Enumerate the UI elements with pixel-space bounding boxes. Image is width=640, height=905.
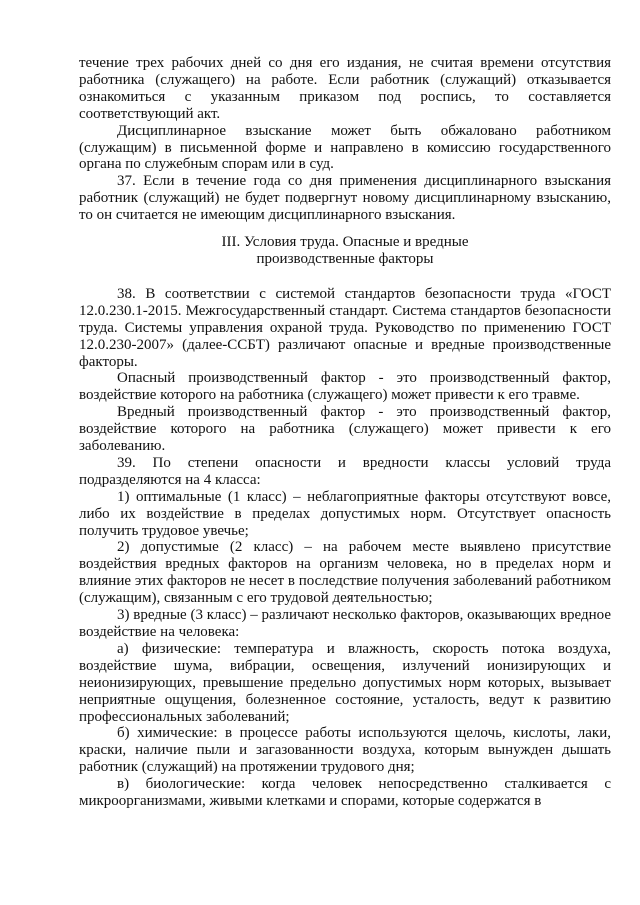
section-heading-line1: III. Условия труда. Опасные и вредные: [221, 234, 469, 251]
list-item-class-3: 3) вредные (3 класс) – различают несколько факторов, оказывающих вредное воздействие на человека:: [79, 607, 611, 640]
paragraph-item-38: 38. В соответствии с системой стандартов безопасности труда «ГОСТ 12.0.230.1-2015. Межгосударственный стандарт. Система стандартов безопасности труда. Системы управления охраной труда. Руководство по применению ГОСТ 12.0.230-2007» (далее-ССБТ) различают опасные и вредные производственные факторы.: [79, 285, 611, 370]
list-subitem-biological: в) биологические: когда человек непосредственно сталкивается с микроорганизмами, живыми клетками и спорами, которые содержатся в: [79, 776, 611, 810]
list-subitem-physical: а) физические: температура и влажность, скорость потока воздуха, воздействие шума, вибрации, освещения, излучений ионизирующих и неионизирующих, превышение предельно допустимых норм которых, вызывает неприятные ощущения, болезненное состояние, усталость, ведут к развитию профессиональных заболеваний;: [79, 640, 611, 725]
paragraph-appeal: Дисциплинарное взыскание может быть обжаловано работником (служащим) в письменной форме и направлено в комиссию государственного органа по служебным спорам или в суд.: [79, 122, 611, 173]
paragraph-item-39: 39. По степени опасности и вредности классы условий труда подразделяются на 4 класса:: [79, 454, 611, 488]
paragraph-dangerous-factor: Опасный производственный фактор - это производственный фактор, воздействие которого на работника (служащего) может привести к его травме.: [79, 370, 611, 404]
paragraph-continuation: течение трех рабочих дней со дня его издания, не считая времени отсутствия работника (служащего) на работе. Если работник (служащий) отказывается ознакомиться с указанным приказом под роспись, то составляется соответствующий акт.: [79, 55, 611, 122]
section-heading-line2: производственные факторы: [256, 250, 434, 267]
paragraph-item-37: 37. Если в течение года со дня применения дисциплинарного взыскания работник (служащий) не будет подвергнут новому дисциплинарному взысканию, то он считается не имеющим дисциплинарного взыскания.: [79, 173, 611, 224]
section-heading: [79, 234, 611, 268]
document-page: [79, 55, 611, 810]
list-item-class-2: 2) допустимые (2 класс) – на рабочем месте выявлено присутствие воздействия вредных факторов на организм человека, но в пределах норм и влияние этих факторов не несет в последствие получения заболеваний работником (служащим), связанным с его трудовой деятельностью;: [79, 539, 611, 607]
list-subitem-chemical: б) химические: в процессе работы используются щелочь, кислоты, лаки, краски, наличие пыли и загазованности воздуха, которым вынужден дышать работник (служащий) на протяжении трудового дня;: [79, 725, 611, 776]
paragraph-harmful-factor: Вредный производственный фактор - это производственный фактор, воздействие которого на работника (служащего) может привести к его заболеванию.: [79, 404, 611, 455]
list-item-class-1: 1) оптимальные (1 класс) – неблагоприятные факторы отсутствуют вовсе, либо их воздействие в пределах допустимых норм. Отсутствует опасность получить трудовое увечье;: [79, 488, 611, 539]
